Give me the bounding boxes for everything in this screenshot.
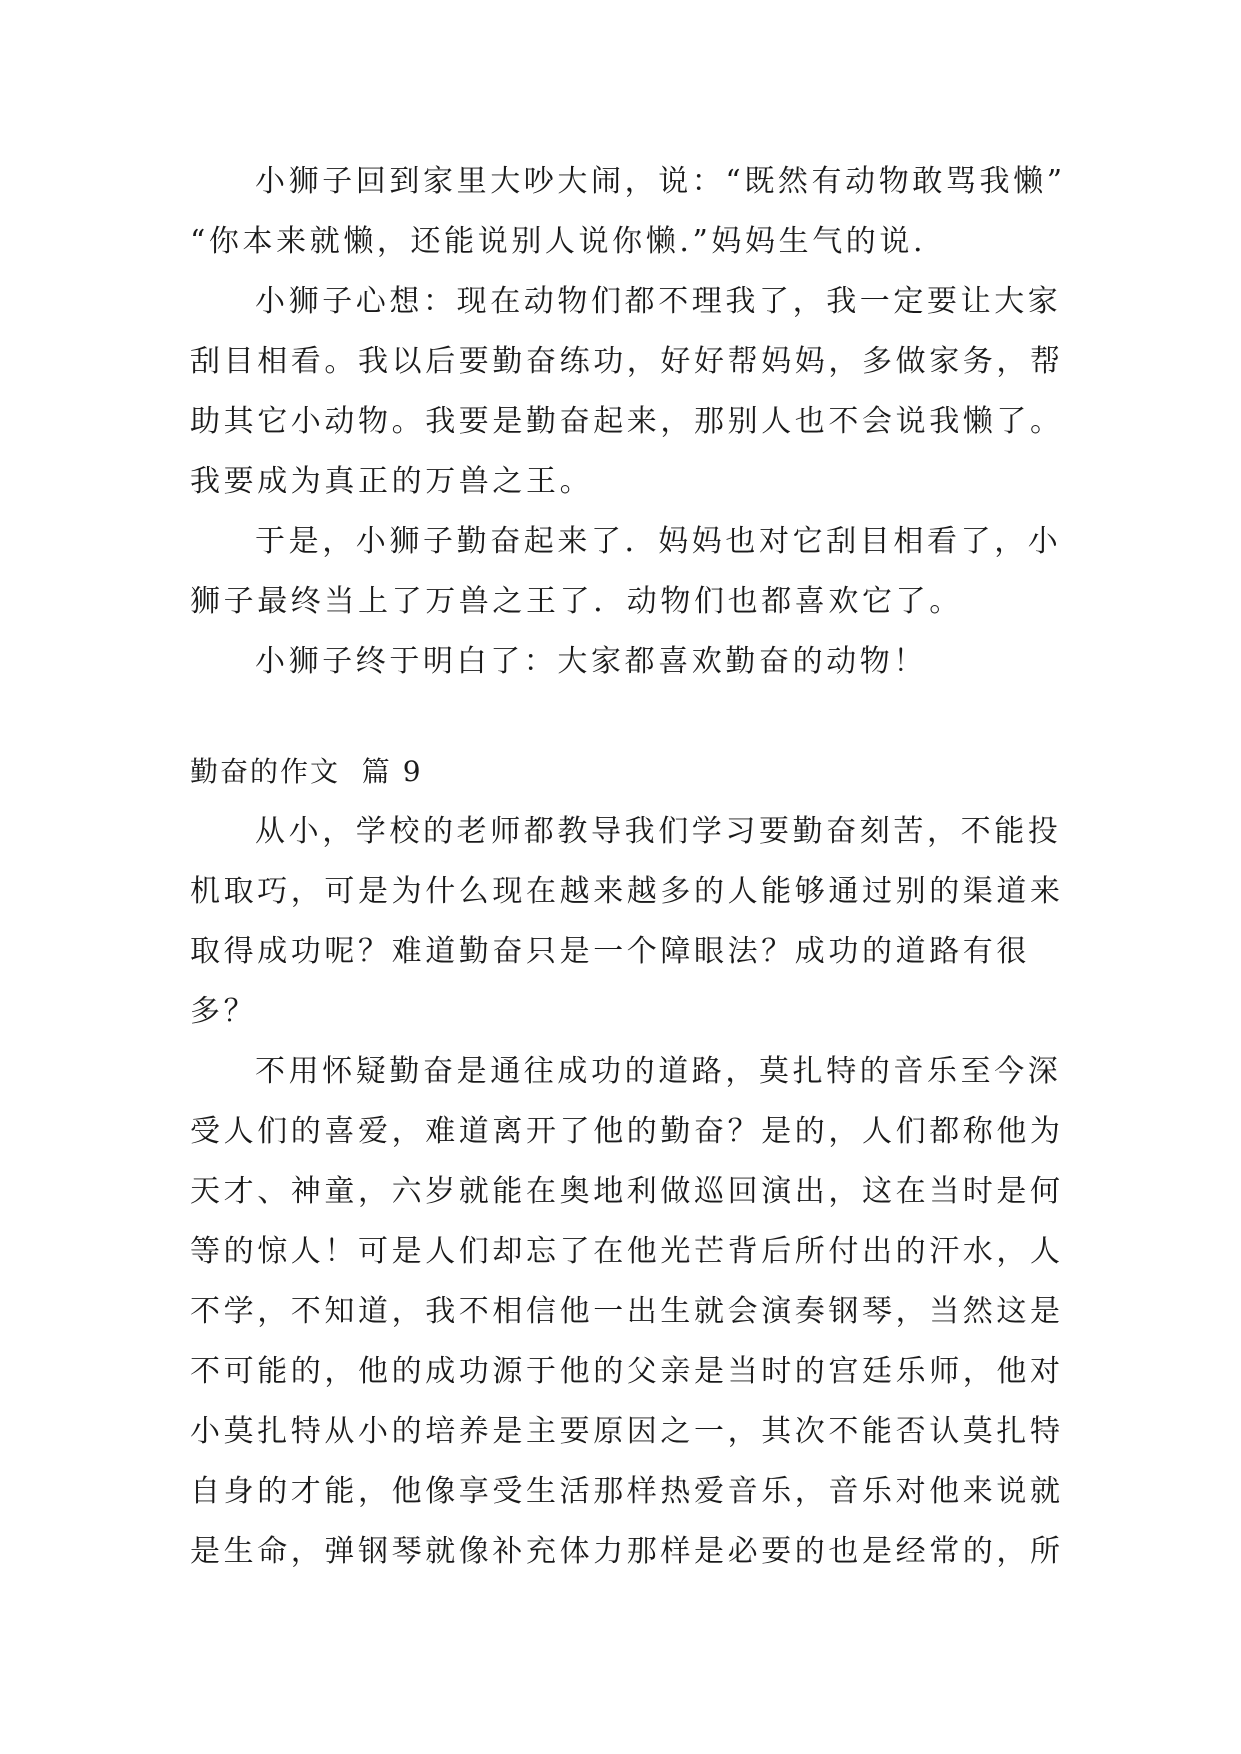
paragraph-line: 从小，学校的老师都教导我们学习要勤奋刻苦，不能投 — [255, 814, 1062, 849]
paragraph-line: 小狮子终于明白了：大家都喜欢勤奋的动物！ — [255, 644, 927, 679]
paragraph-line: 多？ — [190, 994, 258, 1029]
paragraph-line: 小狮子回到家里大吵大闹，说：“既然有动物敢骂我懒” — [255, 164, 1066, 199]
paragraph-line: 自身的才能，他像享受生活那样热爱音乐，音乐对他来说就 — [190, 1474, 1064, 1509]
paragraph-line: 我要成为真正的万兽之王。 — [190, 464, 594, 499]
paragraph-line: 取得成功呢？难道勤奋只是一个障眼法？成功的道路有很 — [190, 934, 1030, 969]
paragraph-line: 受人们的喜爱，难道离开了他的勤奋？是的，人们都称他为 — [190, 1114, 1064, 1149]
paragraph-line: 小狮子心想：现在动物们都不理我了，我一定要让大家 — [255, 284, 1062, 319]
paragraph-line: 不学，不知道，我不相信他一出生就会演奏钢琴，当然这是 — [190, 1294, 1064, 1329]
paragraph-line: 机取巧，可是为什么现在越来越多的人能够通过别的渠道来 — [190, 874, 1064, 909]
paragraph-line: 天才、神童，六岁就能在奥地利做巡回演出，这在当时是何 — [190, 1174, 1064, 1209]
paragraph-line: “你本来就懒，还能说别人说你懒.”妈妈生气的说. — [190, 224, 927, 259]
paragraph-line: 不可能的，他的成功源于他的父亲是当时的宫廷乐师，他对 — [190, 1354, 1064, 1389]
paragraph-line: 小莫扎特从小的培养是主要原因之一，其次不能否认莫扎特 — [190, 1414, 1064, 1449]
section-heading: 勤奋的作文 篇 9 — [190, 755, 423, 788]
paragraph-line: 于是，小狮子勤奋起来了．妈妈也对它刮目相看了，小 — [255, 524, 1062, 559]
paragraph-line: 不用怀疑勤奋是通往成功的道路，莫扎特的音乐至今深 — [255, 1054, 1062, 1089]
paragraph-line: 助其它小动物。我要是勤奋起来，那别人也不会说我懒了。 — [190, 404, 1064, 439]
paragraph-line: 狮子最终当上了万兽之王了．动物们也都喜欢它了。 — [190, 584, 963, 619]
paragraph-line: 是生命，弹钢琴就像补充体力那样是必要的也是经常的，所 — [190, 1534, 1064, 1569]
paragraph-line: 刮目相看。我以后要勤奋练功，好好帮妈妈，多做家务，帮 — [190, 344, 1064, 379]
paragraph-line: 等的惊人！可是人们却忘了在他光芒背后所付出的汗水，人 — [190, 1234, 1064, 1269]
